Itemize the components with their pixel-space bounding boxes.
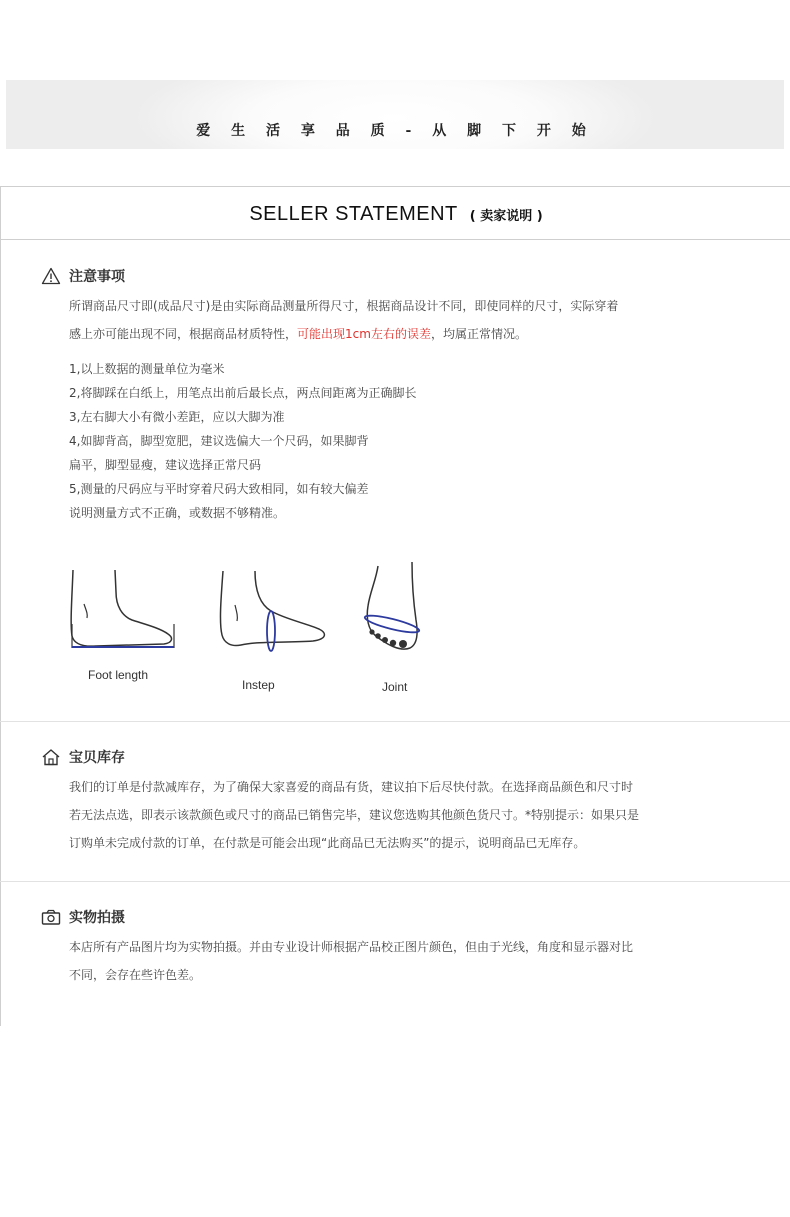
- banner-slogan: 爱 生 活 享 品 质 - 从 脚 下 开 始: [196, 123, 594, 139]
- instep-illustration: [215, 563, 330, 658]
- notice-error-highlight: 可能出现1cm左右的误差: [297, 327, 431, 341]
- notice-line-2-text: 感上亦可能出现不同，根据商品材质特性，: [69, 327, 298, 341]
- joint-label: Joint: [382, 680, 408, 694]
- stock-heading: [41, 747, 125, 767]
- instruction-item: 3,左右脚大小有微小差距，应以大脚为准: [69, 410, 285, 424]
- instruction-item: 扁平，脚型显瘦，建议选择正常尺码: [69, 458, 262, 472]
- instruction-item: 5,测量的尺码应与平时穿着尺码大致相同，如有较大偏差: [69, 482, 369, 496]
- section-divider: [0, 881, 790, 882]
- notice-line-2-tail: ，均属正常情况。: [430, 327, 527, 341]
- joint-illustration: [358, 558, 428, 658]
- instep-label: Instep: [242, 678, 275, 692]
- statement-header: [1, 187, 790, 240]
- instruction-item: 1,以上数据的测量单位为毫米: [69, 362, 225, 376]
- stock-line: 订购单未完成付款的订单，在付款是可能会出现“此商品已无法购买”的提示，说明商品已无库存。: [69, 836, 586, 850]
- stock-paragraph: [69, 773, 669, 857]
- foot-length-label: Foot length: [88, 668, 149, 682]
- stock-line: 若无法点选，即表示该款颜色或尺寸的商品已销售完毕，建议您选购其他颜色货尺寸。*特别提示：如果只是: [69, 808, 640, 822]
- section-divider: [0, 721, 790, 722]
- warning-icon: [41, 267, 61, 285]
- instruction-item: 2,将脚踩在白纸上，用笔点出前后最长点，两点间距离为正确脚长: [69, 386, 417, 400]
- home-icon: [41, 748, 61, 766]
- camera-icon: [41, 908, 61, 926]
- notice-line-2: [69, 320, 669, 348]
- instruction-item: 说明测量方式不正确，或数据不够精准。: [69, 506, 286, 520]
- notice-title: 注意事项: [69, 269, 125, 285]
- notice-paragraph: [69, 292, 669, 348]
- notice-line-1: 所谓商品尺寸即(成品尺寸)是由实际商品测量所得尺寸，根据商品设计不同，即使同样的尺寸，实际穿着: [69, 299, 619, 313]
- foot-length-illustration: [60, 558, 190, 653]
- measure-instructions: [69, 357, 669, 525]
- photo-line: 本店所有产品图片均为实物拍摄。并由专业设计师根据产品校正图片颜色，但由于光线，角度和显示器对比: [69, 940, 634, 954]
- instruction-item: 4,如脚背高，脚型宽肥，建议选偏大一个尺码，如果脚背: [69, 434, 369, 448]
- photo-heading: [41, 907, 125, 927]
- notice-heading: [41, 266, 125, 286]
- photo-paragraph: [69, 933, 669, 989]
- statement-subtitle: ( 卖家说明 ): [469, 209, 543, 224]
- statement-title: SELLER STATEMENT: [249, 203, 458, 225]
- stock-title: 宝贝库存: [69, 750, 125, 766]
- stock-line: 我们的订单是付款减库存，为了确保大家喜爱的商品有货，建议拍下后尽快付款。在选择商品颜色和尺寸时: [69, 780, 634, 794]
- photo-title: 实物拍摄: [69, 910, 125, 926]
- top-banner: [6, 80, 784, 149]
- photo-line: 不同，会存在些许色差。: [69, 968, 202, 982]
